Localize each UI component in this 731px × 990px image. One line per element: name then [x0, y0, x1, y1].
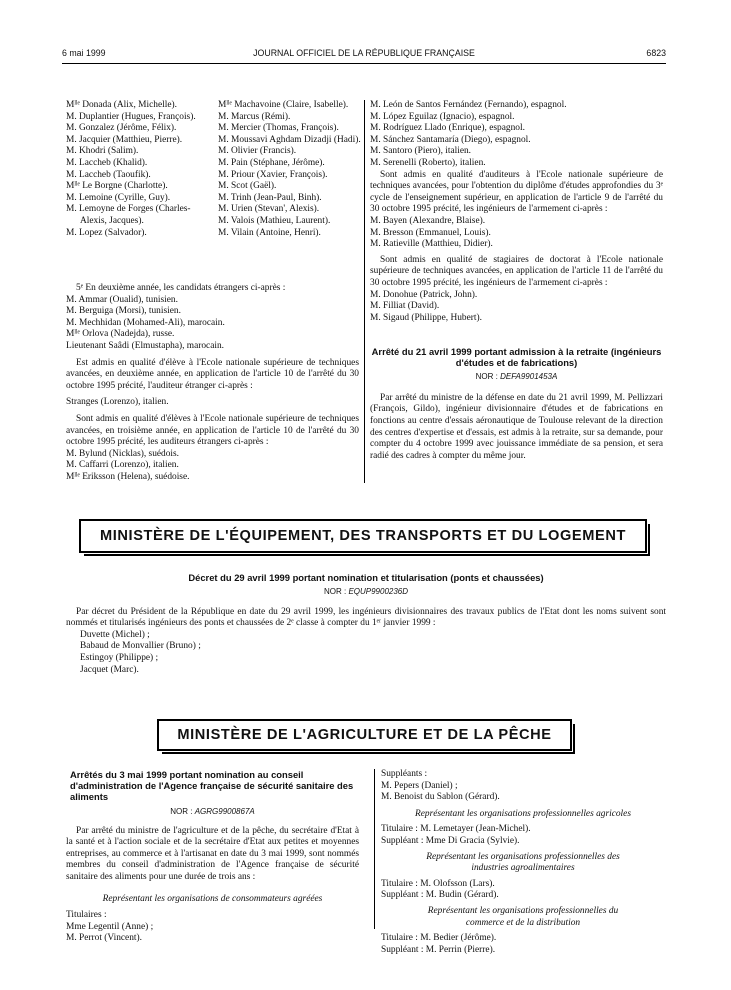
header-journal-title: JOURNAL OFFICIEL DE LA RÉPUBLIQUE FRANÇAISE [253, 48, 475, 58]
list-item: M. Rodríguez Llado (Enrique), espagnol. [370, 123, 525, 134]
suppleant-agroalimentaire: Suppléant : M. Budin (Gérard). [381, 890, 499, 901]
list-item: M. Moussavi Aghdam Dizadji (Hadi). [218, 134, 361, 145]
auditor-name: Stranges (Lorenzo), italien. [66, 397, 169, 408]
section-equipement [66, 572, 666, 676]
list-item: M. Sigaud (Philippe, Hubert). [370, 312, 482, 323]
list-item: M. Perrot (Vincent). [66, 933, 142, 944]
list-item: M. Filliat (David). [370, 301, 440, 312]
list-item: M. Bresson (Emmanuel, Louis). [370, 227, 491, 238]
list-item: Mˡˡᵉ Eriksson (Helena), suédoise. [66, 471, 190, 482]
nor-reference [370, 371, 663, 383]
doctoral-trainees-list [370, 290, 663, 325]
list-item: M. Khodri (Salim). [66, 146, 139, 157]
heading-consumers: Représentant les organisations de consommateurs agréées [102, 893, 323, 904]
left-column-lower [66, 283, 359, 484]
paragraph-ponts: Par décret du Président de la République en date du 29 avril 1999, les ingénieurs divisionnaires des travaux publics de l'Etat dont les noms suivent sont nommés et titularisés ingénieurs des ponts et chaussées de 2ᵉ classe à compter du 1ᵉʳ janvier 1999 : [66, 606, 666, 629]
nor-label: NOR : [170, 807, 193, 816]
list-item: M. Sánchez Santamaría (Diego), espagnol. [370, 134, 531, 145]
list-item: M. Pepers (Daniel) ; [381, 780, 458, 791]
names-column-b [218, 100, 366, 239]
suppleant-commerce: Suppléant : M. Perrin (Pierre). [381, 944, 496, 955]
ministry-banner-agriculture [157, 719, 572, 751]
nor-label: NOR : [475, 372, 498, 382]
paragraph-second-year: Est admis en qualité d'élève à l'Ecole nationale supérieure de techniques avancées, en deuxième année, en application de l'article 10 de l'arrêté du 30 octobre 1995 précité, l'auditeur étranger ci-après : [66, 357, 359, 391]
list-item: Mme Legentil (Anne) ; [66, 921, 154, 932]
suppleants-list [381, 781, 665, 804]
heading-agrifood-orgs: Représentant les organisations professionnelles des industries agroalimentaires [426, 851, 620, 874]
paragraph-afssa: Par arrêté du ministre de l'agriculture et de la pêche, du secrétaire d'Etat à la santé et à l'action sociale et de la secrétaire d'Etat aux petites et moyennes entreprises, au commerce et à l'artisanat en date du 3 mai 1999, sont nommés membres du conseil d'administration de l'Agence française de sécurité sanitaire des aliments pour une durée de trois ans : [66, 825, 359, 882]
list-item: Duvette (Michel) ; [80, 629, 150, 640]
list-item: M. Laccheb (Taoufik). [66, 169, 151, 180]
list-item: M. Benoist du Sablon (Gérard). [381, 792, 500, 803]
paragraph-doctoral-trainees: Sont admis en qualité de stagiaires de doctorat à l'Ecole nationale supérieure de techniques avancées, en application de l'article 11 de l'arrêté du 30 octobre 1995 précité, les ingénieurs de l'armement ci-après : [370, 254, 663, 288]
list-item: M. Scot (Gaël). [218, 181, 277, 192]
paragraph-foreign-candidates: 5ᵉ En deuxième année, les candidats étrangers ci-après : [76, 283, 286, 293]
list-item: M. Serenelli (Roberto), italien. [370, 157, 486, 168]
titulaire-commerce: Titulaire : M. Bedier (Jérôme). [381, 933, 497, 944]
list-item: Estingoy (Philippe) ; [80, 652, 159, 663]
foreign-candidates-list [66, 295, 359, 353]
names-list-a [66, 100, 216, 239]
armament-engineers-list [370, 216, 663, 251]
list-item: Mˡˡᵉ Le Borgne (Charlotte). [66, 181, 168, 192]
list-item: M. Priour (Xavier, François). [218, 169, 328, 180]
decree-title-afssa: Arrêtés du 3 mai 1999 portant nomination au conseil d'administration de l'Agence française de sécurité sanitaire des aliments [70, 769, 354, 802]
ministry-banner-equipement [79, 519, 647, 553]
list-item: M. Gonzalez (Jérôme, Félix). [66, 123, 177, 134]
titulaire-agroalimentaire: Titulaire : M. Olofsson (Lars). [381, 878, 495, 889]
suppleant-agricole: Suppléant : Mme Di Gracia (Sylvie). [381, 835, 520, 846]
nor-reference [66, 806, 359, 818]
nor-code: AGRG9900867A [194, 807, 255, 816]
nor-reference [66, 586, 666, 598]
list-item: M. Bylund (Nicklas), suédois. [66, 448, 180, 459]
heading-agricultural-orgs: Représentant les organisations professionnelles agricoles [415, 808, 631, 819]
header-page-number: 6823 [646, 48, 666, 58]
suppleants-label: Suppléants : [381, 769, 428, 779]
list-item: Mˡˡᵉ Donada (Alix, Michelle). [66, 100, 177, 110]
engineers-list [66, 630, 666, 676]
list-item: M. Santoro (Piero), italien. [370, 146, 472, 157]
nor-code: EQUP9900236D [348, 587, 409, 596]
titulaires-label: Titulaires : [66, 910, 107, 921]
names-column-a [66, 100, 216, 239]
list-item: Lieutenant Saâdi (Elmustapha), marocain. [66, 340, 225, 351]
list-item: Mˡˡᵉ Orlova (Nadejda), russe. [66, 329, 175, 340]
list-item: M. Berguiga (Morsi), tunisien. [66, 306, 181, 317]
titulaires-list [66, 922, 359, 945]
list-item: Mˡˡᵉ Machavoine (Claire, Isabelle). [218, 100, 349, 110]
list-item: M. Laccheb (Khalid). [66, 157, 148, 168]
list-item: M. León de Santos Fernández (Fernando), espagnol. [370, 100, 567, 110]
list-item: M. Caffarri (Lorenzo), italien. [66, 460, 179, 471]
list-item: M. Trinh (Jean-Paul, Binh). [218, 192, 322, 203]
list-item: M. Valois (Mathieu, Laurent). [218, 215, 331, 226]
paragraph-retirement: Par arrêté du ministre de la défense en date du 21 avril 1999, M. Pellizzari (François, Gildo), ingénieur divisionnaire d'études et de fabrications en fonctions au centre d'essais aéronautique de Toulouse relevant de la direction des centres d'expertise et d'essais, est admis à la retraite, sur sa demande, pour compter du 4 octobre 1999 avec jouissance immédiate de sa pension, et sera radié des cadres à compter du même jour. [370, 392, 663, 461]
list-item: M. Lopez (Salvador). [66, 227, 147, 238]
names-list-b [218, 100, 366, 239]
header-date: 6 mai 1999 [62, 48, 106, 58]
list-item: M. Urien (Stevan', Alexis). [218, 204, 320, 215]
section-agriculture-right [381, 769, 665, 956]
nor-label: NOR : [323, 587, 347, 596]
third-year-list [66, 449, 359, 484]
titulaire-agricole: Titulaire : M. Lemetayer (Jean-Michel). [381, 824, 531, 835]
decree-title-retirement: Arrêté du 21 avril 1999 portant admission à la retraite (ingénieurs d'études et de fabrications) [371, 346, 662, 369]
list-item: M. Marcus (Rémi). [218, 111, 291, 122]
ministry-banner-text: MINISTÈRE DE L'ÉQUIPEMENT, DES TRANSPORTS ET DU LOGEMENT [100, 528, 626, 544]
paragraph-third-year: Sont admis en qualité d'élèves à l'Ecole nationale supérieure de techniques avancées, en troisième année, en application de l'article 10 de l'arrêté du 30 octobre 1995 précité, les auditeurs étrangers ci-après : [66, 413, 359, 448]
list-item: M. Vilain (Antoine, Henri). [218, 227, 321, 238]
heading-commerce-orgs: Représentant les organisations professionnelles du commerce et de la distribution [427, 905, 619, 928]
list-item: M. Mercier (Thomas, François). [218, 123, 339, 134]
list-item: M. Lemoine (Cyrille, Guy). [66, 192, 171, 203]
list-item: M. Bayen (Alexandre, Blaise). [370, 215, 486, 226]
list-item: Babaud de Monvallier (Bruno) ; [80, 641, 201, 652]
paragraph-auditors-dea: Sont admis en qualité d'auditeurs à l'Ecole nationale supérieure de techniques avancées, pour l'obtention du diplôme d'études approfondies du 3ᵉ cycle de l'enseignement supérieur, en application de l'article 9 de l'arrêté du 30 octobre 1995 précité, les ingénieurs de l'armement ci-après : [370, 169, 663, 215]
section-agriculture-left [66, 769, 359, 945]
list-item: M. Mechhidan (Mohamed-Ali), marocain. [66, 317, 225, 328]
header-rule [62, 63, 666, 64]
list-item: M. Duplantier (Hugues, François). [66, 111, 196, 122]
column-divider [374, 769, 375, 929]
list-item: M. Olivier (Francis). [218, 146, 297, 157]
list-item: Jacquet (Marc). [80, 664, 139, 675]
ministry-banner-text: MINISTÈRE DE L'AGRICULTURE ET DE LA PÊCHE [177, 727, 552, 743]
list-item: M. Donohue (Patrick, John). [370, 289, 478, 300]
list-item: M. López Eguilaz (Ignacio), espagnol. [370, 111, 515, 122]
right-column-top [370, 100, 663, 462]
list-item: M. Ammar (Oualid), tunisien. [66, 294, 178, 305]
nor-code: DEFA9901453A [500, 372, 558, 382]
auditors-list [370, 100, 663, 170]
list-item: M. Ratieville (Matthieu, Didier). [370, 239, 493, 250]
column-divider [364, 100, 365, 483]
list-item: M. Lemoyne de Forges (Charles-Alexis, Jacques). [66, 204, 191, 226]
list-item: M. Jacquier (Matthieu, Pierre). [66, 134, 183, 145]
decree-title-ponts: Décret du 29 avril 1999 portant nomination et titularisation (ponts et chaussées) [188, 572, 544, 583]
list-item: M. Pain (Stéphane, Jérôme). [218, 157, 325, 168]
